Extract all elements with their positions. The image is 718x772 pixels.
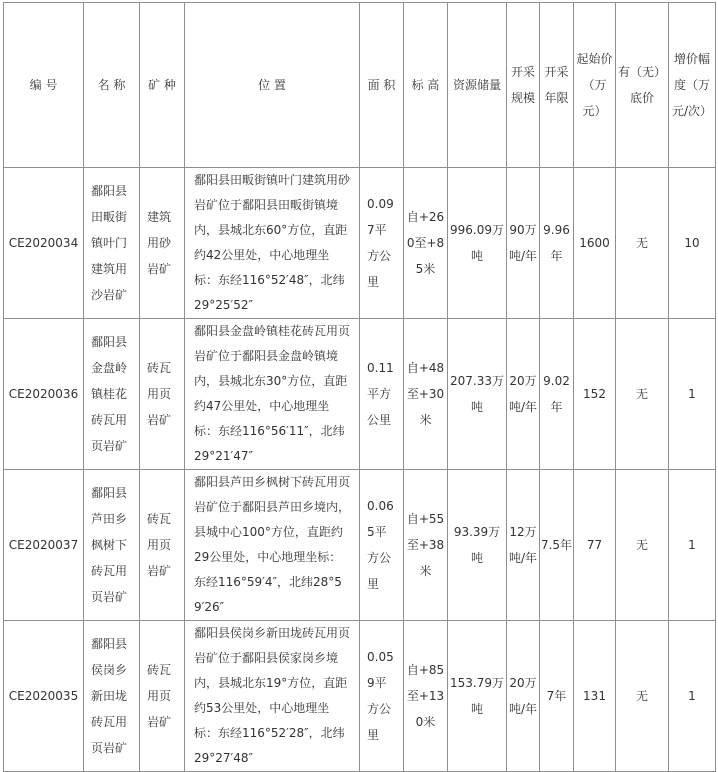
cell-mineral: 建筑用砂岩矿 <box>140 168 185 319</box>
cell-start-price: 1600 <box>574 168 616 319</box>
cell-increment: 1 <box>669 319 716 470</box>
cell-elevation: 自+85至+130米 <box>404 621 448 772</box>
cell-increment: 1 <box>669 621 716 772</box>
cell-code: CE2020036 <box>4 319 84 470</box>
cell-years: 7.5年 <box>540 470 574 621</box>
cell-start-price: 131 <box>574 621 616 772</box>
cell-code: CE2020035 <box>4 621 84 772</box>
cell-location: 鄱阳县田畈街镇叶门建筑用砂岩矿位于鄱阳县田畈街镇境内，县城北东60°方位，直距约42公里处，中心地理坐标：东经116°52′48″，北纬29°25′52″ <box>185 168 360 319</box>
cell-reserve-price: 无 <box>616 319 669 470</box>
cell-start-price: 77 <box>574 470 616 621</box>
cell-increment: 10 <box>669 168 716 319</box>
header-row <box>4 3 716 168</box>
cell-area: 0.065平方公里 <box>360 470 404 621</box>
cell-mineral: 砖瓦用页岩矿 <box>140 319 185 470</box>
cell-code: CE2020034 <box>4 168 84 319</box>
table-row <box>4 470 716 621</box>
header-reserve-price: 有（无）底价 <box>616 3 669 168</box>
cell-elevation: 自+260至+85米 <box>404 168 448 319</box>
cell-name: 鄱阳县侯岗乡新田垅砖瓦用页岩矿 <box>84 621 140 772</box>
cell-code: CE2020037 <box>4 470 84 621</box>
cell-name: 鄱阳县金盘岭镇桂花砖瓦用页岩矿 <box>84 319 140 470</box>
cell-reserves: 996.09万吨 <box>448 168 507 319</box>
header-code: 编 号 <box>4 3 84 168</box>
cell-area: 0.059平方公里 <box>360 621 404 772</box>
cell-location: 鄱阳县金盘岭镇桂花砖瓦用页岩矿位于鄱阳县金盘岭镇境内，县城北东30°方位，直距约47公里处，中心地理坐标：东经116°56′11″，北纬29°21′47″ <box>185 319 360 470</box>
cell-scale: 20万吨/年 <box>507 319 540 470</box>
table-row <box>4 319 716 470</box>
cell-name: 鄱阳县田畈街镇叶门建筑用沙岩矿 <box>84 168 140 319</box>
cell-reserves: 93.39万吨 <box>448 470 507 621</box>
cell-location: 鄱阳县芦田乡枫树下砖瓦用页岩矿位于鄱阳县芦田乡境内，县城中心100°方位，直距约29公里处，中心地理坐标：东经116°59′4″，北纬28°59′26″ <box>185 470 360 621</box>
cell-reserve-price: 无 <box>616 168 669 319</box>
mining-rights-table <box>3 2 716 772</box>
header-location: 位 置 <box>185 3 360 168</box>
header-area: 面 积 <box>360 3 404 168</box>
table-row <box>4 168 716 319</box>
cell-reserves: 153.79万吨 <box>448 621 507 772</box>
cell-location: 鄱阳县侯岗乡新田垅砖瓦用页岩矿位于鄱阳县侯家岗乡境内，县城北东19°方位，直距约53公里处，中心地理坐标：东经116°52′28″，北纬29°27′48″ <box>185 621 360 772</box>
cell-scale: 20万吨/年 <box>507 621 540 772</box>
cell-mineral: 砖瓦用页岩矿 <box>140 470 185 621</box>
header-elevation: 标 高 <box>404 3 448 168</box>
cell-years: 9.96年 <box>540 168 574 319</box>
header-scale: 开采规模 <box>507 3 540 168</box>
cell-elevation: 自+48至+30米 <box>404 319 448 470</box>
cell-years: 7年 <box>540 621 574 772</box>
cell-years: 9.02年 <box>540 319 574 470</box>
cell-elevation: 自+55至+38米 <box>404 470 448 621</box>
cell-reserves: 207.33万吨 <box>448 319 507 470</box>
header-increment: 增价幅度（万元/次） <box>669 3 716 168</box>
header-name: 名 称 <box>84 3 140 168</box>
table-row <box>4 621 716 772</box>
cell-area: 0.097平方公里 <box>360 168 404 319</box>
cell-start-price: 152 <box>574 319 616 470</box>
cell-name: 鄱阳县芦田乡枫树下砖瓦用页岩矿 <box>84 470 140 621</box>
cell-reserve-price: 无 <box>616 621 669 772</box>
header-start-price: 起始价（万元） <box>574 3 616 168</box>
cell-scale: 12万吨/年 <box>507 470 540 621</box>
cell-area: 0.11平方公里 <box>360 319 404 470</box>
cell-mineral: 砖瓦用页岩矿 <box>140 621 185 772</box>
header-years: 开采年限 <box>540 3 574 168</box>
header-mineral: 矿 种 <box>140 3 185 168</box>
cell-scale: 90万吨/年 <box>507 168 540 319</box>
cell-reserve-price: 无 <box>616 470 669 621</box>
header-reserves: 资源储量 <box>448 3 507 168</box>
cell-increment: 1 <box>669 470 716 621</box>
